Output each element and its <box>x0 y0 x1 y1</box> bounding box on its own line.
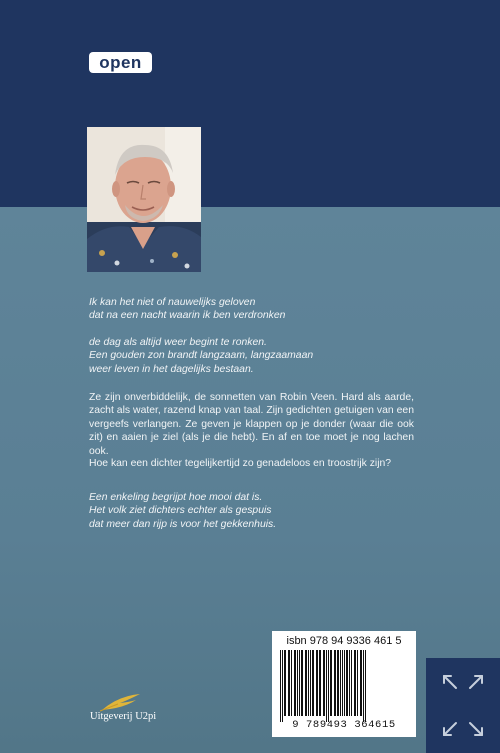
barcode-bar <box>360 650 362 716</box>
barcode-bar <box>319 650 321 716</box>
isbn-barcode <box>272 631 416 737</box>
barcode-bar <box>297 650 298 716</box>
barcode-bar <box>312 650 314 716</box>
barcode-bar <box>316 650 318 716</box>
poem-line: Het volk ziet dichters echter als gespuis <box>89 505 272 517</box>
barcode-bar <box>294 650 296 716</box>
poem-opening <box>89 296 414 323</box>
poem-line: Een gouden zon brandt langzaam, langzaamaan <box>89 350 314 362</box>
top-color-band <box>0 0 500 207</box>
poem-middle <box>89 336 414 376</box>
barcode-bar <box>305 650 307 716</box>
barcode-bar <box>365 650 366 722</box>
barcode-bar <box>299 650 300 716</box>
barcode-bar <box>328 650 329 722</box>
poem-line: de dag als altijd weer begint te ronken. <box>89 337 267 348</box>
blurb-question: Hoe kan een dichter tegelijkertijd zo genadeloos en troostrijk zijn? <box>89 458 392 469</box>
barcode-bar <box>351 650 352 716</box>
barcode-bar <box>291 650 292 716</box>
barcode-bar <box>363 650 364 722</box>
poem-line: Een enkeling begrijpt hoe mooi dat is. <box>89 492 263 503</box>
poem-line: dat na een nacht waarin ik ben verdronken <box>89 310 286 322</box>
barcode-bar <box>337 650 339 716</box>
barcode-bar <box>357 650 358 716</box>
barcode-bar <box>280 650 281 722</box>
blurb-paragraph: Ze zijn onverbiddelijk, de sonnetten van Robin Veen. Hard als aarde, zacht als water, razend knap van taal. Zijn gedichten getuigen van een vergeefs verlangen. Ze geven je klappen op je donder (waar die ook zit) en aaien je ziel (als je die hebt). En af en toe moet je nog lachen ook. <box>89 392 414 457</box>
publisher-name: Uitgeverij U2pi <box>90 711 157 722</box>
poem-line: weer leven in het dagelijks bestaan. <box>89 363 254 375</box>
barcode-bar <box>340 650 341 716</box>
barcode-bar <box>308 650 309 716</box>
barcode-number: 9 789493 364615 <box>292 719 396 731</box>
barcode-bar <box>282 650 283 722</box>
barcode-bar <box>346 650 348 716</box>
barcode-bar <box>288 650 290 716</box>
barcode-bar <box>354 650 356 716</box>
publisher-logo <box>90 690 180 730</box>
barcode-bar <box>284 650 286 716</box>
barcode-bar <box>323 650 325 716</box>
barcode-bar <box>310 650 311 716</box>
isbn-label: isbn 978 94 9336 461 5 <box>286 635 402 647</box>
barcode-bar <box>349 650 350 716</box>
author-portrait-image <box>87 127 201 272</box>
author-photo <box>87 127 201 272</box>
poem-closing <box>89 491 414 531</box>
bottom-color-band <box>0 207 500 753</box>
zoom-icon <box>426 658 500 753</box>
poem-line: dat meer dan rijp is voor het gekkenhuis. <box>89 518 277 530</box>
barcode-bar <box>334 650 336 716</box>
corner-badge <box>426 658 500 753</box>
barcode-bar <box>344 650 345 716</box>
barcode-bar <box>330 650 332 716</box>
poem-line: Ik kan het niet of nauwelijks geloven <box>89 297 256 308</box>
series-logo: open <box>89 52 152 73</box>
barcode-bar <box>342 650 343 716</box>
barcode-bar <box>301 650 303 716</box>
barcode-bar <box>326 650 327 722</box>
